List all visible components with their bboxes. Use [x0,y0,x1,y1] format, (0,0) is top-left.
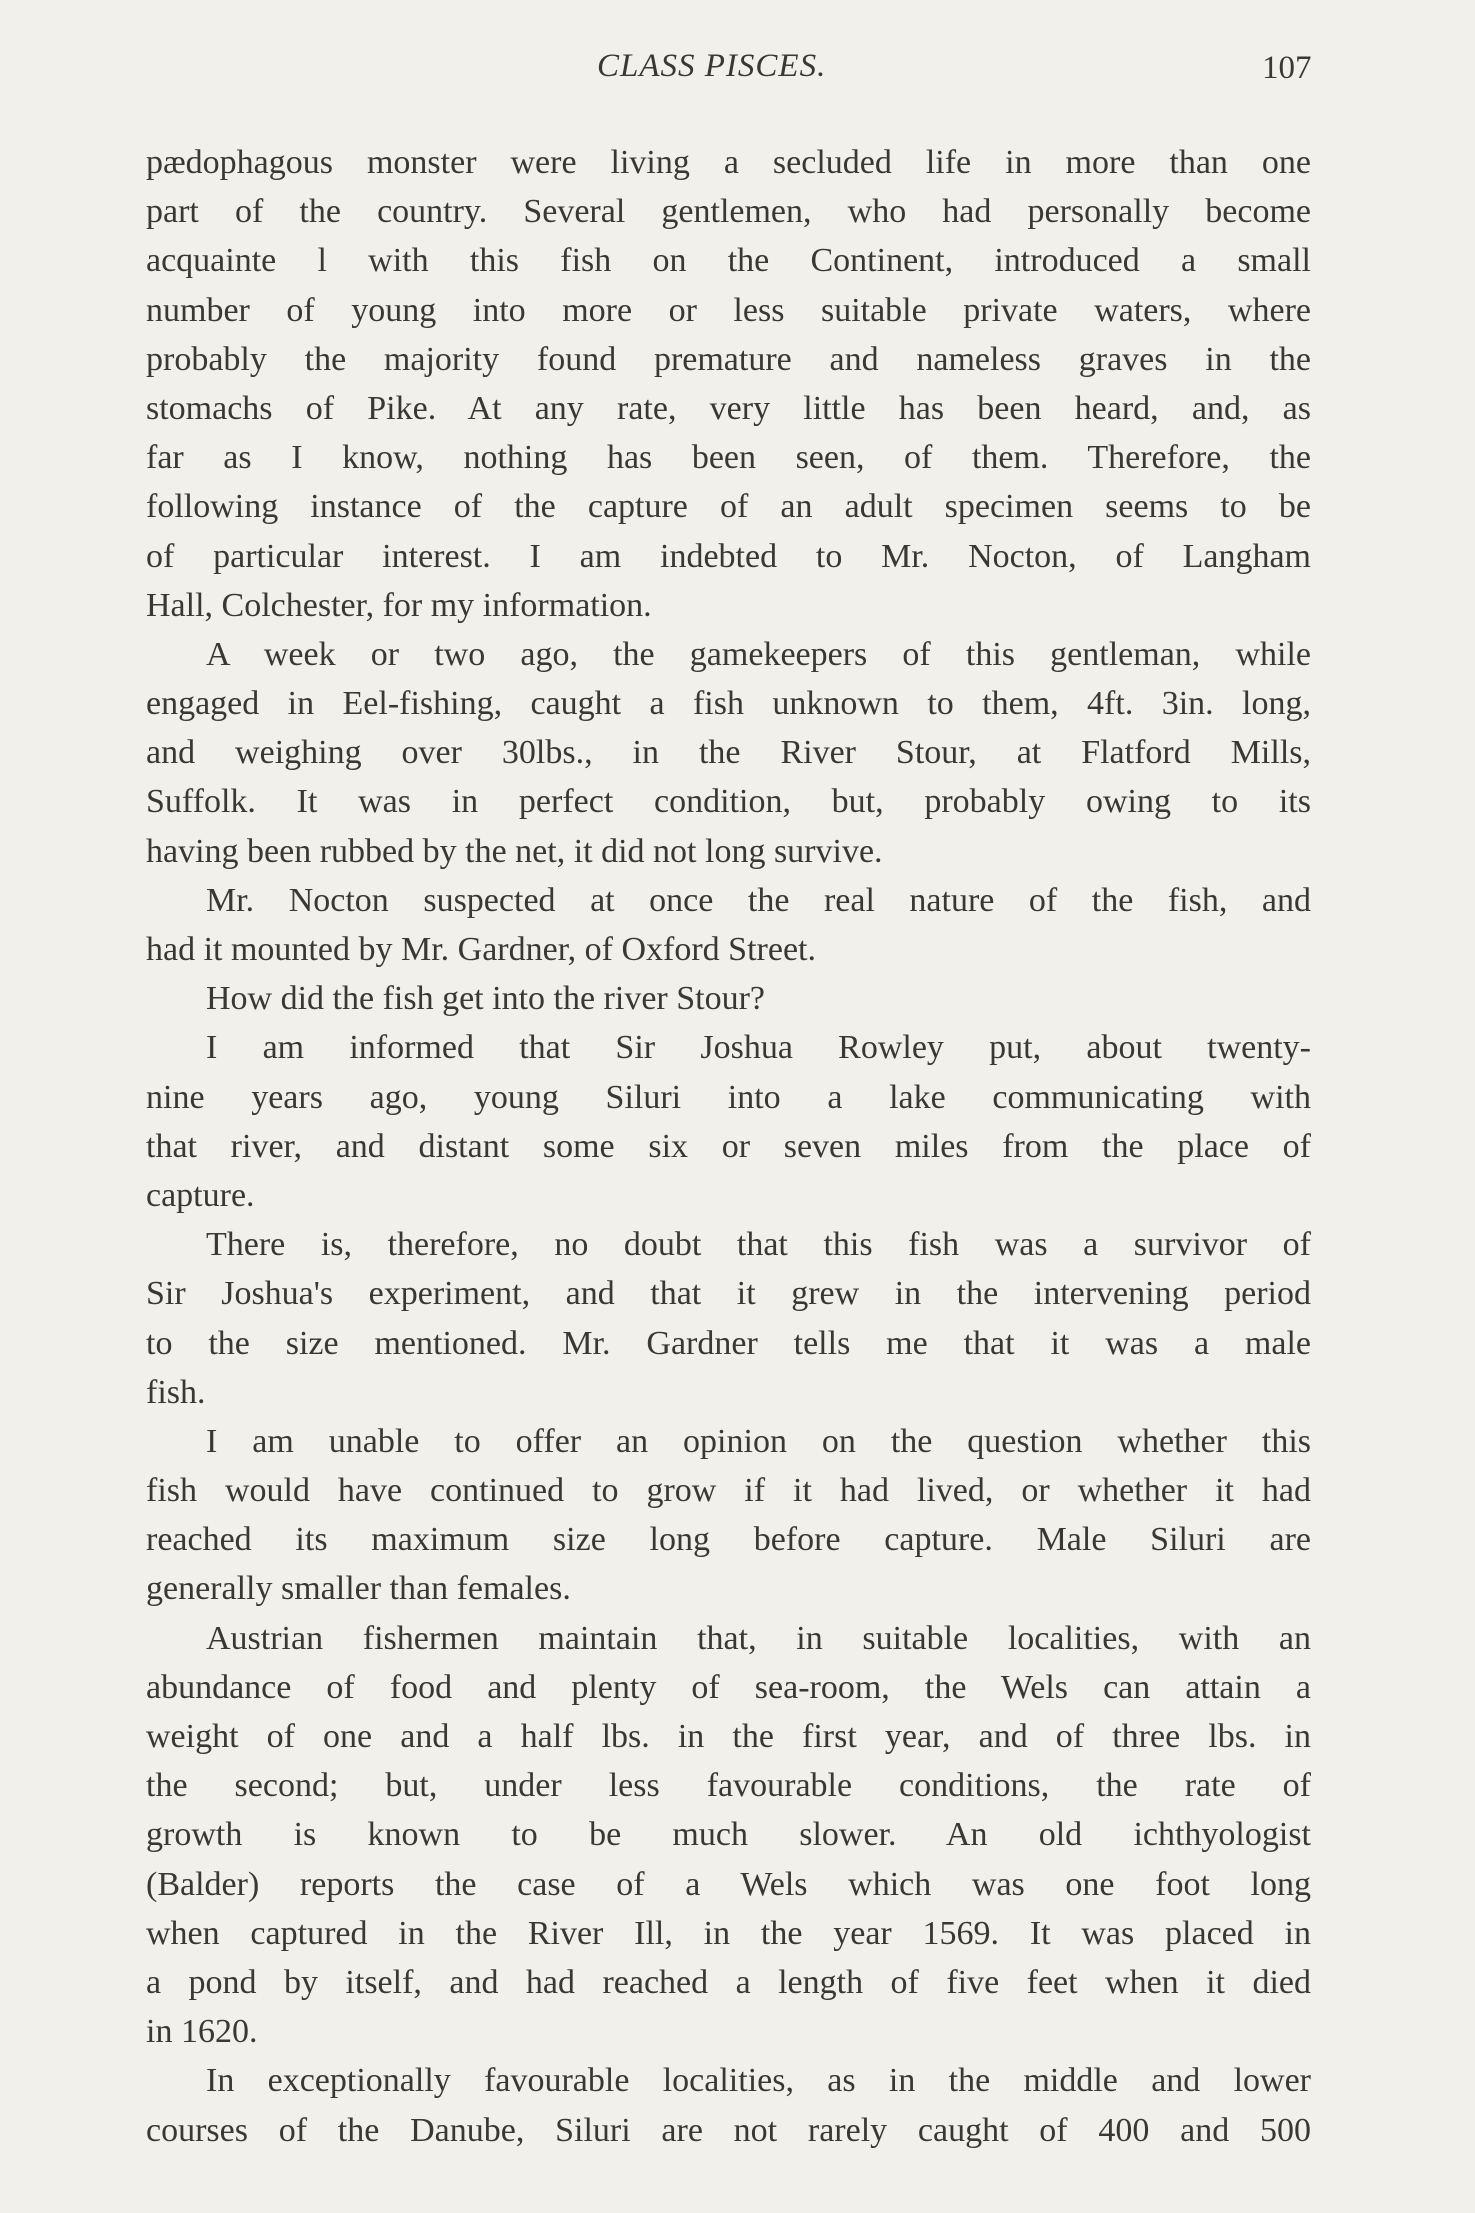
text-line: having been rubbed by the net, it did not long survive. [146,832,883,870]
text-line: How did the fish get into the river Stour? [206,980,766,1018]
paragraph [146,2056,1311,2154]
text-line: A week or two ago, the gamekeepers of this gentleman, while [206,635,1311,673]
text-line: reached its maximum size long before capture. Male Siluri are [146,1521,1311,1559]
text-line: growth is known to be much slower. An old ichthyologist [146,1816,1311,1854]
text-line: capture. [146,1176,255,1214]
running-head [0,48,1475,92]
text-line: that river, and distant some six or seven miles from the place of [146,1127,1311,1165]
text-line: engaged in Eel-fishing, caught a fish unknown to them, 4ft. 3in. long, [146,685,1311,723]
text-line: Mr. Nocton suspected at once the real nature of the fish, and [206,881,1311,919]
text-line: of particular interest. I am indebted to Mr. Nocton, of Langham [146,537,1311,575]
body-text [146,138,1311,2155]
text-line: and weighing over 30lbs., in the River Stour, at Flatford Mills, [146,734,1311,772]
text-line: There is, therefore, no doubt that this fish was a survivor of [206,1226,1311,1264]
text-line: part of the country. Several gentlemen, who had personally become [146,193,1311,231]
text-line: following instance of the capture of an adult specimen seems to be [146,488,1311,526]
text-line: the second; but, under less favourable conditions, the rate of [146,1767,1311,1805]
paragraph [146,1417,1311,1614]
paragraph [146,630,1311,876]
paragraph [146,974,1311,1023]
text-line: stomachs of Pike. At any rate, very little has been heard, and, as [146,389,1311,427]
text-line: to the size mentioned. Mr. Gardner tells me that it was a male [146,1324,1311,1362]
running-title: CLASS PISCES. [597,48,827,84]
paragraph [146,1023,1311,1220]
text-line: pædophagous monster were living a secluded life in more than one [146,144,1311,181]
paragraph [146,138,1311,630]
text-line: nine years ago, young Siluri into a lake communicating with [146,1078,1311,1116]
paragraph [146,876,1311,974]
text-line: Suffolk. It was in perfect condition, but, probably owing to its [146,783,1311,821]
text-line: Sir Joshua's experiment, and that it grew in the intervening period [146,1275,1311,1313]
text-line: when captured in the River Ill, in the year 1569. It was placed in [146,1914,1311,1952]
text-line: Hall, Colchester, for my information. [146,586,652,624]
text-line: generally smaller than females. [146,1570,571,1608]
paragraph [146,1220,1311,1417]
text-line: In exceptionally favourable localities, as in the middle and lower [206,2062,1311,2100]
text-line: had it mounted by Mr. Gardner, of Oxford Street. [146,931,816,968]
text-line: I am unable to offer an opinion on the question whether this [206,1422,1311,1460]
paragraph [146,1614,1311,2057]
text-line: far as I know, nothing has been seen, of them. Therefore, the [146,439,1311,477]
text-line: abundance of food and plenty of sea-room, the Wels can attain a [146,1668,1311,1706]
text-line: fish. [146,1373,206,1411]
text-line: fish would have continued to grow if it had lived, or whether it had [146,1472,1311,1510]
text-line: (Balder) reports the case of a Wels which was one foot long [146,1865,1311,1903]
text-line: acquainte l with this fish on the Continent, introduced a small [146,242,1311,280]
text-line: I am informed that Sir Joshua Rowley put, about twenty- [206,1029,1311,1067]
text-line: a pond by itself, and had reached a length of five feet when it died [146,1963,1311,2001]
text-line: Austrian fishermen maintain that, in suitable localities, with an [206,1619,1311,1657]
text-line: weight of one and a half lbs. in the first year, and of three lbs. in [146,1718,1311,1755]
text-line: in 1620. [146,2013,258,2051]
text-line: courses of the Danube, Siluri are not rarely caught of 400 and 500 [146,2111,1311,2149]
text-line: probably the majority found premature and nameless graves in the [146,340,1311,378]
page-number: 107 [1262,50,1312,86]
text-line: number of young into more or less suitable private waters, where [146,291,1311,329]
